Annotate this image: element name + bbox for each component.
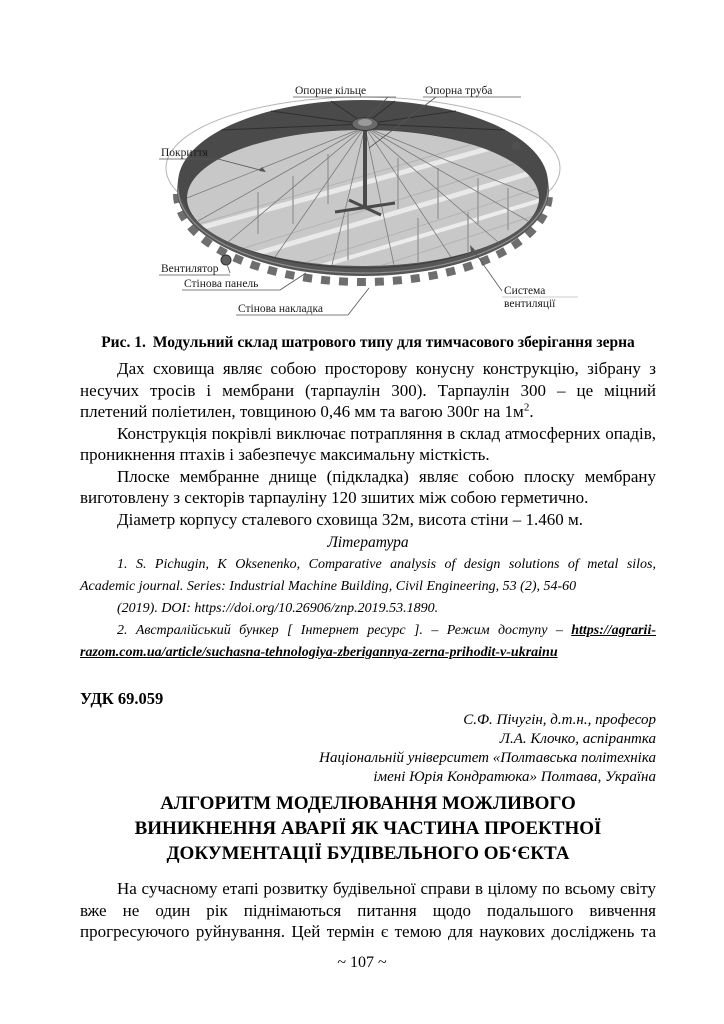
paragraph-roof-end: . [529, 402, 534, 421]
literature-heading: Література [327, 534, 409, 551]
label-support-pipe: Опорна труба [425, 85, 493, 97]
figure-caption-text: Модульний склад шатрового типу для тимчасового зберігання зерна [152, 334, 635, 351]
label-wall-panel: Стінова панель [184, 278, 259, 290]
label-vent-system-2: вентиляції [504, 298, 556, 310]
author-1: С.Ф. Пічугін, д.т.н., професор [463, 712, 656, 728]
authors-block [80, 711, 656, 787]
author-2: Л.А. Клочко, аспірантка [499, 731, 656, 747]
article-title [80, 791, 656, 866]
figure-caption-label: Рис. 1. [101, 334, 146, 351]
fan [221, 255, 231, 265]
page-number: ~ 107 ~ [337, 954, 387, 971]
article-title-line-3: ДОКУМЕНТАЦІЇ БУДІВЕЛЬНОГО ОБ‘ЄКТА [166, 843, 570, 864]
article-title-line-2: ВИНИКНЕННЯ АВАРІЇ ЯК ЧАСТИНА ПРОЕКТНОЇ [134, 818, 602, 839]
article-title-line-1: АЛГОРИТМ МОДЕЛЮВАННЯ МОЖЛИВОГО [160, 793, 576, 814]
reference-2-link-end[interactable]: razom.com.ua/article/suchasna-tehnologiya-zberigannya-zerna-prihodit-v-ukrainu [80, 645, 558, 660]
rim-knob [512, 142, 521, 151]
label-fan: Вентилятор [161, 263, 219, 275]
udc-code: УДК 69.059 [80, 689, 164, 708]
reference-2-line-1 [80, 620, 656, 642]
article-intro [80, 878, 656, 943]
label-support-ring: Опорне кільце [295, 85, 367, 97]
reference-1-line-2: Academic journal. Series: Industrial Machine Building, Civil Engineering, 53 (2), 54-60 [80, 579, 577, 594]
affiliation-line-2: імені Юрія Кондратюка» Полтава, Україна [373, 769, 656, 785]
reference-1-line-1: 1. S. Pichugin, K Oksenenko, Comparative analysis of design solutions of metal silos, [117, 557, 656, 572]
references [80, 554, 656, 664]
paragraph-structure: Конструкція покрівлі виключає потрапляння в склад атмосферних опадів, проникнення птахів і забезпечує максимальну місткість. [80, 423, 656, 464]
affiliation-line-1: Національній університет «Полтавська політехніка [319, 750, 656, 766]
paragraph-roof-text: Дах сховища являє собою просторову конусну конструкцію, зібрану з несучих тросів і мембрани (тарпаулін 300). Тарпаулін 300 – це міцний плетений поліетилен, товщиною 0,46 мм та вагою 300г на 1м [80, 359, 656, 421]
text-column [80, 0, 656, 943]
label-wall-overlay: Стінова накладка [238, 303, 323, 315]
reference-1-line-3: (2019). DOI: https://doi.org/10.26906/znp.2019.53.1890. [117, 601, 439, 616]
superscript-2: 2 [523, 401, 530, 414]
paragraph-membrane: Плоске мембранне днище (підкладка) являє собою плоску мембрану виготовлену з секторів тарпауліну 120 зшитих між собою герметично. [80, 466, 656, 507]
label-cover: Покриття [161, 147, 208, 159]
support-ring [352, 118, 378, 131]
paragraph-intro: На сучасному етапі розвитку будівельної справи в цілому по всьому світу вже не один рік піднімаються питання щодо подальшого вивчення прогресуючого руйнування. Цей термін є темою для наукових досліджень та [80, 879, 656, 941]
figure-caption [80, 334, 656, 352]
reference-2-link-start[interactable]: https://agrarii- [571, 623, 656, 638]
label-vent-system-1: Система [504, 285, 546, 297]
reference-2-text: 2. Австралійський бункер [ Інтернет ресурс ]. – Режим доступу – [117, 623, 572, 638]
paragraph-roof [80, 358, 656, 423]
paragraph-diameter: Діаметр корпусу сталевого сховища 32м, висота стіни – 1.460 м. [117, 509, 583, 529]
silo-figure [138, 84, 598, 324]
body-text [80, 358, 656, 530]
figure-1 [80, 84, 656, 324]
reference-2-line-2 [80, 642, 656, 664]
